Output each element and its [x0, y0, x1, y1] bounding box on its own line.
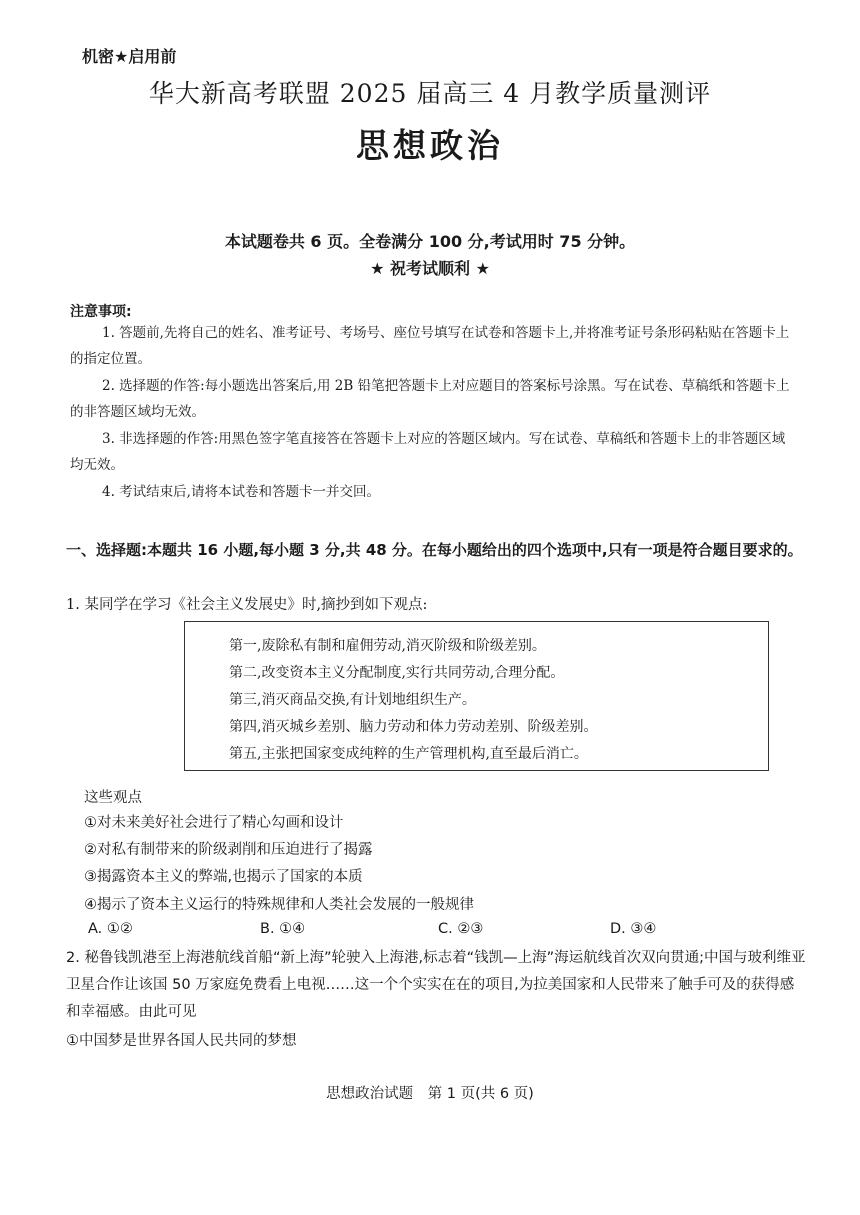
- exam-info: 本试题卷共 6 页。全卷满分 100 分,考试用时 75 分钟。: [224, 232, 636, 251]
- notice-item-2: 2. 选择题的作答:每小题选出答案后,用 2B 铅笔把答题卡上对应题目的答案标号涂黑。写在试卷、草稿纸和答题卡上的非答题区域均无效。: [70, 378, 790, 420]
- notice-title: 注意事项:: [70, 304, 132, 320]
- notice-item-4: 4. 考试结束后,请将本试卷和答题卡一并交回。: [102, 484, 380, 500]
- notice-item-3: 3. 非选择题的作答:用黑色签字笔直接答在答题卡上对应的答题区域内。写在试卷、草稿纸和答题卡上的非答题区域均无效。: [70, 431, 786, 473]
- section-heading: 一、选择题:本题共 16 小题,每小题 3 分,共 48 分。在每小题给出的四个选项中,只有一项是符合题目要求的。: [66, 541, 803, 559]
- good-luck-line: ★ 祝考试顺利 ★: [370, 259, 490, 278]
- question-1-option-4: ④揭示了资本主义运行的特殊规律和人类社会发展的一般规律: [84, 897, 474, 913]
- quote-line-2: 第二,改变资本主义分配制度,实行共同劳动,合理分配。: [229, 665, 565, 681]
- quote-line-5: 第五,主张把国家变成纯粹的生产管理机构,直至最后消亡。: [229, 746, 588, 762]
- question-1-option-2: ②对私有制带来的阶级剥削和压迫进行了揭露: [84, 842, 373, 858]
- quote-line-1: 第一,废除私有制和雇佣劳动,消灭阶级和阶级差别。: [229, 638, 546, 654]
- choice-c: C. ②③: [438, 921, 484, 937]
- question-2-option-1: ①中国梦是世界各国人民共同的梦想: [66, 1033, 297, 1049]
- confidential-label: 机密★启用前: [82, 47, 177, 66]
- question-1-lead: 这些观点: [84, 790, 142, 806]
- quote-line-4: 第四,消灭城乡差别、脑力劳动和体力劳动差别、阶级差别。: [229, 719, 598, 735]
- subject-title: 思想政治: [356, 126, 504, 165]
- page-footer: 思想政治试题 第 1 页(共 6 页): [326, 1086, 534, 1102]
- question-2-stem: 2. 秘鲁钱凯港至上海港航线首船“新上海”轮驶入上海港,标志着“钱凯—上海”海运航线首次双向贯通;中国与玻利维亚卫星合作让该国 50 万家庭免费看上电视……这一个个实实在在的项目,为拉美国家和人民带来了触手可及的获得感和幸福感。由此可见: [66, 950, 806, 1020]
- question-1-option-3: ③揭露资本主义的弊端,也揭示了国家的本质: [84, 869, 363, 885]
- notice-item-1: 1. 答题前,先将自己的姓名、准考证号、考场号、座位号填写在试卷和答题卡上,并将准考证号条形码粘贴在答题卡上的指定位置。: [70, 325, 790, 367]
- question-1-option-1: ①对未来美好社会进行了精心勾画和设计: [84, 815, 344, 831]
- quote-box: [184, 621, 769, 771]
- exam-title: 华大新高考联盟 2025 届高三 4 月教学质量测评: [148, 79, 712, 108]
- choice-a: A. ①②: [88, 921, 133, 937]
- question-1-stem: 1. 某同学在学习《社会主义发展史》时,摘抄到如下观点:: [66, 597, 428, 613]
- choice-d: D. ③④: [610, 921, 657, 937]
- quote-line-3: 第三,消灭商品交换,有计划地组织生产。: [229, 692, 476, 708]
- choice-b: B. ①④: [260, 921, 306, 937]
